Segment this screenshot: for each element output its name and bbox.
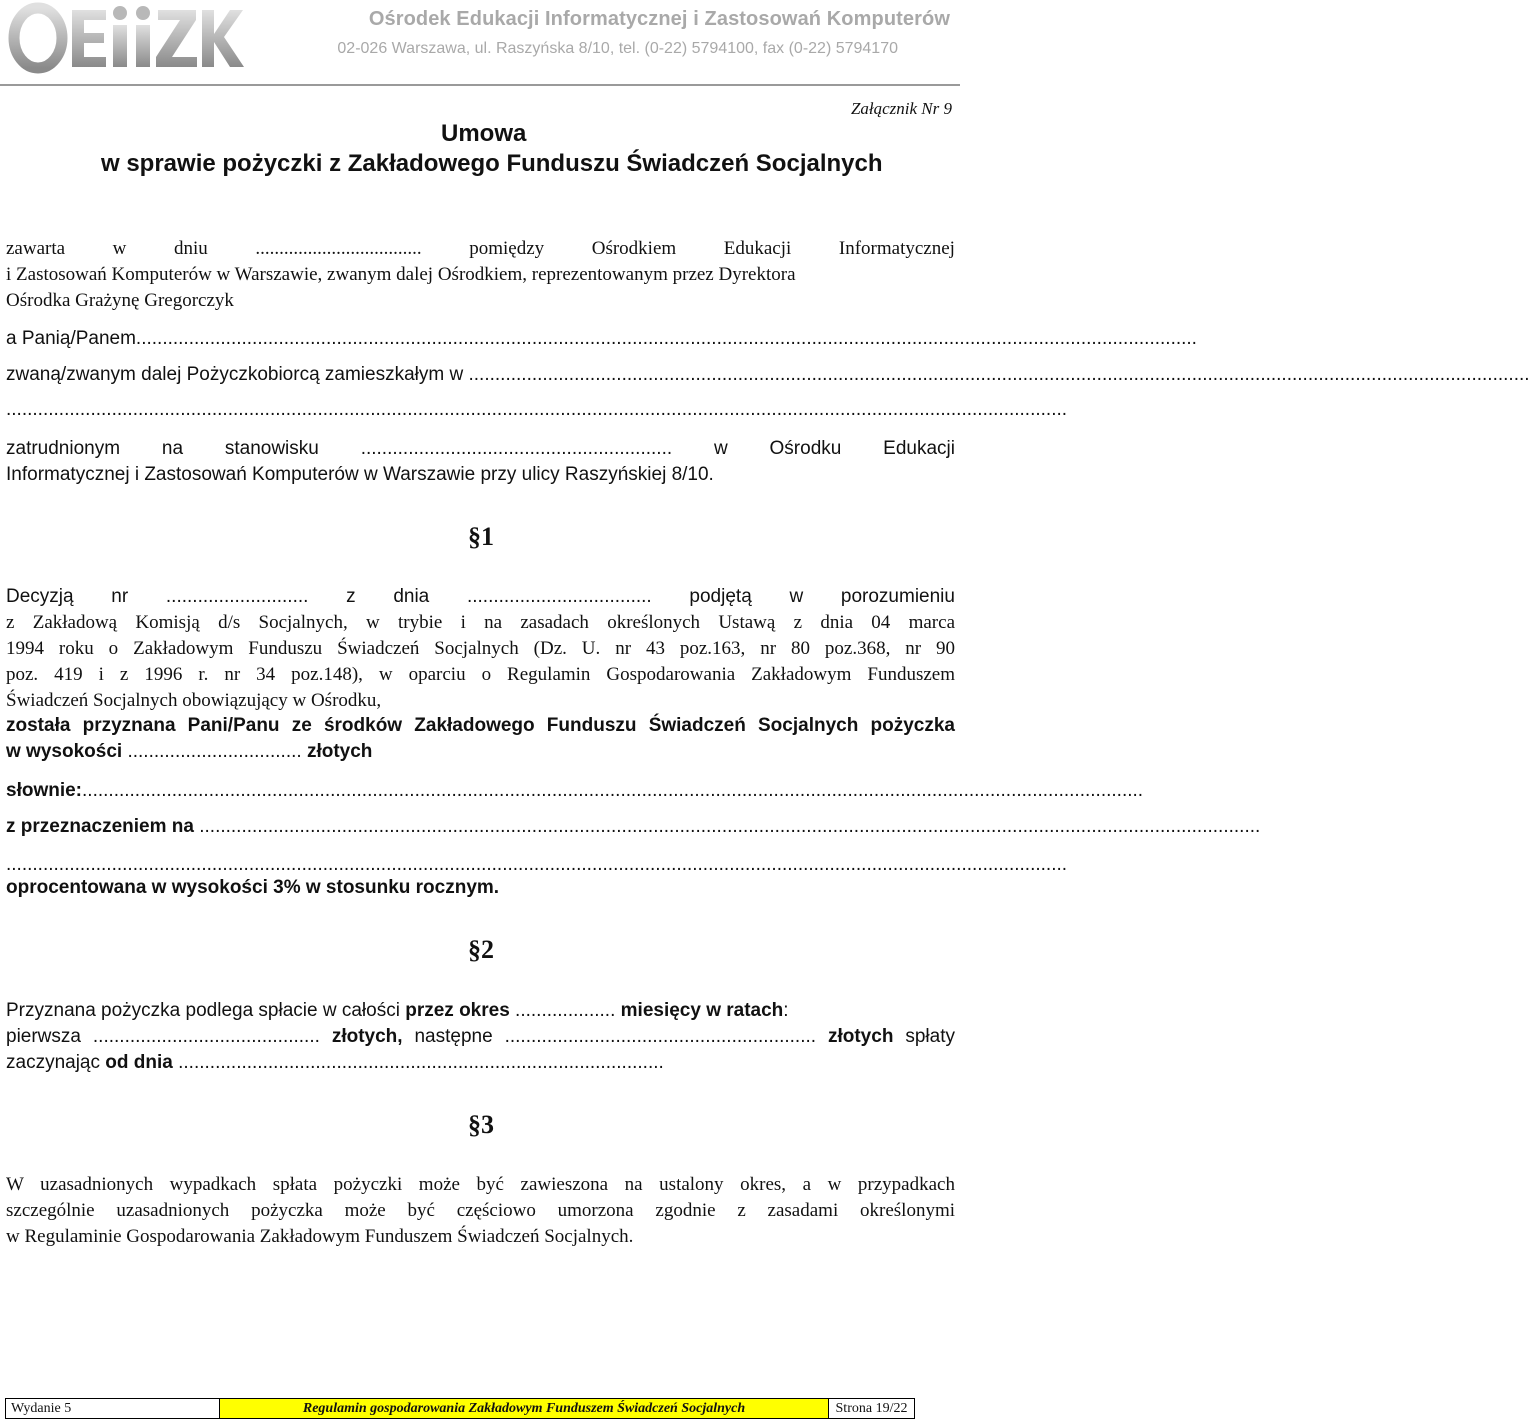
section-3-heading: §3: [468, 1110, 494, 1139]
repayment-line-1: Przyznana pożyczka podlega spłacie w całości przez okres ................... miesięcy w ratach:: [6, 1000, 789, 1021]
borrower-line: zwaną/zwanym dalej Pożyczkobiorcą zamieszkałym w .........................................................................................................................................................................................................: [6, 364, 1530, 385]
repayment-line-3: zaczynając od dnia ............................................................................................: [6, 1052, 664, 1073]
letterhead: [0, 0, 960, 86]
date-blank: ...................................: [255, 238, 422, 259]
section-3-line-3: w Regulaminie Gospodarowania Zakładowym Funduszem Świadczeń Socjalnych.: [6, 1226, 634, 1247]
decision-line-3: 1994 roku o Zakładowym Funduszu Świadczeń Socjalnych (Dz. U. nr 43 poz.163, nr 80 poz.368, nr 90: [6, 638, 955, 659]
address-blank: .........................................................................................................................................................................................................: [468, 364, 1530, 385]
regulation-title: Regulamin gospodarowania Zakładowym Funduszem Świadczeń Socjalnych: [220, 1399, 829, 1418]
decision-line-4: poz. 419 i z 1996 r. nr 34 poz.148), w oparciu o Regulamin Gospodarowania Zakładowym Funduszem: [6, 664, 955, 685]
page-number: Strona 19/22: [835, 1401, 908, 1416]
amount-blank: .................................: [127, 741, 302, 762]
section-3-line-2: szczególnie uzasadnionych pożyczka może być częściowo umorzona zgodnie z zasadami określonymi: [6, 1200, 955, 1221]
employment-paragraph: [6, 436, 955, 488]
words-line: słownie:.........................................................................................................................................................................................................: [6, 780, 1144, 801]
decision-paragraph: [6, 584, 955, 610]
purpose-line: z przeznaczeniem na .........................................................................................................................................................................................................: [6, 816, 1261, 837]
period-blank: ...................: [515, 1000, 616, 1021]
interest-line: oprocentowana w wysokości 3% w stosunku rocznym.: [6, 877, 500, 898]
decision-line-2: z Zakładową Komisją d/s Socjalnych, w trybie i na zasadach określonych Ustawą z dnia 04 marca: [6, 612, 955, 633]
address-continuation-blank: .........................................................................................................................................................................................................: [6, 399, 1068, 420]
party-line: a Panią/Panem.........................................................................................................................................................................................................: [6, 328, 1197, 349]
first-installment-blank: ...........................................: [92, 1026, 320, 1047]
decision-number-blank: ...........................: [165, 586, 309, 607]
intro-line-3: Ośrodka Grażynę Gregorczyk: [6, 290, 234, 311]
intro-paragraph: [6, 236, 955, 314]
employment-line-1: zatrudnionym na stanowisku ........................................................... w Ośrodku Edukacji: [6, 436, 955, 462]
organization-address: 02-026 Warszawa, ul. Raszyńska 8/10, tel. (0-22) 5794100, fax (0-22) 5794170: [337, 40, 898, 57]
repayment-line-2: pierwsza ........................................... złotych, następne ........................................................... złotych spłaty: [6, 1024, 955, 1050]
annex-label: Załącznik Nr 9: [850, 99, 952, 118]
position-blank: ...........................................................: [360, 438, 673, 459]
oeiizk-logo: [8, 0, 240, 78]
intro-line-1: zawarta w dniu ................................... pomiędzy Ośrodkiem Edukacji Informatycznej: [6, 236, 955, 262]
amount-in-words-blank: .........................................................................................................................................................................................................: [82, 780, 1144, 801]
page-footer: [5, 1398, 915, 1419]
party-name-blank: .........................................................................................................................................................................................................: [135, 328, 1197, 349]
purpose-blank: .........................................................................................................................................................................................................: [199, 816, 1261, 837]
section-2-heading: §2: [468, 935, 494, 964]
section-1-heading: §1: [468, 522, 494, 551]
document-title: Umowa: [441, 120, 527, 147]
amount-line: w wysokości ................................. złotych: [6, 741, 373, 762]
intro-line-2: i Zastosowań Komputerów w Warszawie, zwanym dalej Ośrodkiem, reprezentowanym przez Dyrektora: [6, 264, 796, 285]
next-installment-blank: ...........................................................: [504, 1026, 817, 1047]
decision-body: [6, 610, 955, 714]
decision-line-5: Świadczeń Socjalnych obowiązujący w Ośrodku,: [6, 690, 382, 711]
decision-date-blank: ...................................: [466, 586, 652, 607]
section-3-body: [6, 1172, 955, 1250]
organization-name: Ośrodek Edukacji Informatycznej i Zastosowań Komputerów: [368, 8, 950, 30]
document-subtitle: w sprawie pożyczki z Zakładowego Funduszu Świadczeń Socjalnych: [101, 150, 883, 177]
decision-line-1: Decyzją nr ........................... z dnia ................................... podjętą w porozumieniu: [6, 584, 955, 610]
employment-line-2: Informatycznej i Zastosowań Komputerów w Warszawie przy ulicy Raszyńskiej 8/10.: [6, 464, 714, 485]
purpose-continuation-blank: .........................................................................................................................................................................................................: [6, 854, 1068, 875]
granted-line: została przyznana Pani/Panu ze środków Zakładowego Funduszu Świadczeń Socjalnych pożyczka: [6, 715, 955, 736]
start-date-blank: ............................................................................................: [178, 1052, 664, 1073]
header-divider: [0, 84, 960, 86]
section-3-line-1: W uzasadnionych wypadkach spłata pożyczki może być zawieszona na ustalony okres, a w przypadkach: [6, 1174, 955, 1195]
edition-label: Wydanie 5: [6, 1399, 220, 1418]
